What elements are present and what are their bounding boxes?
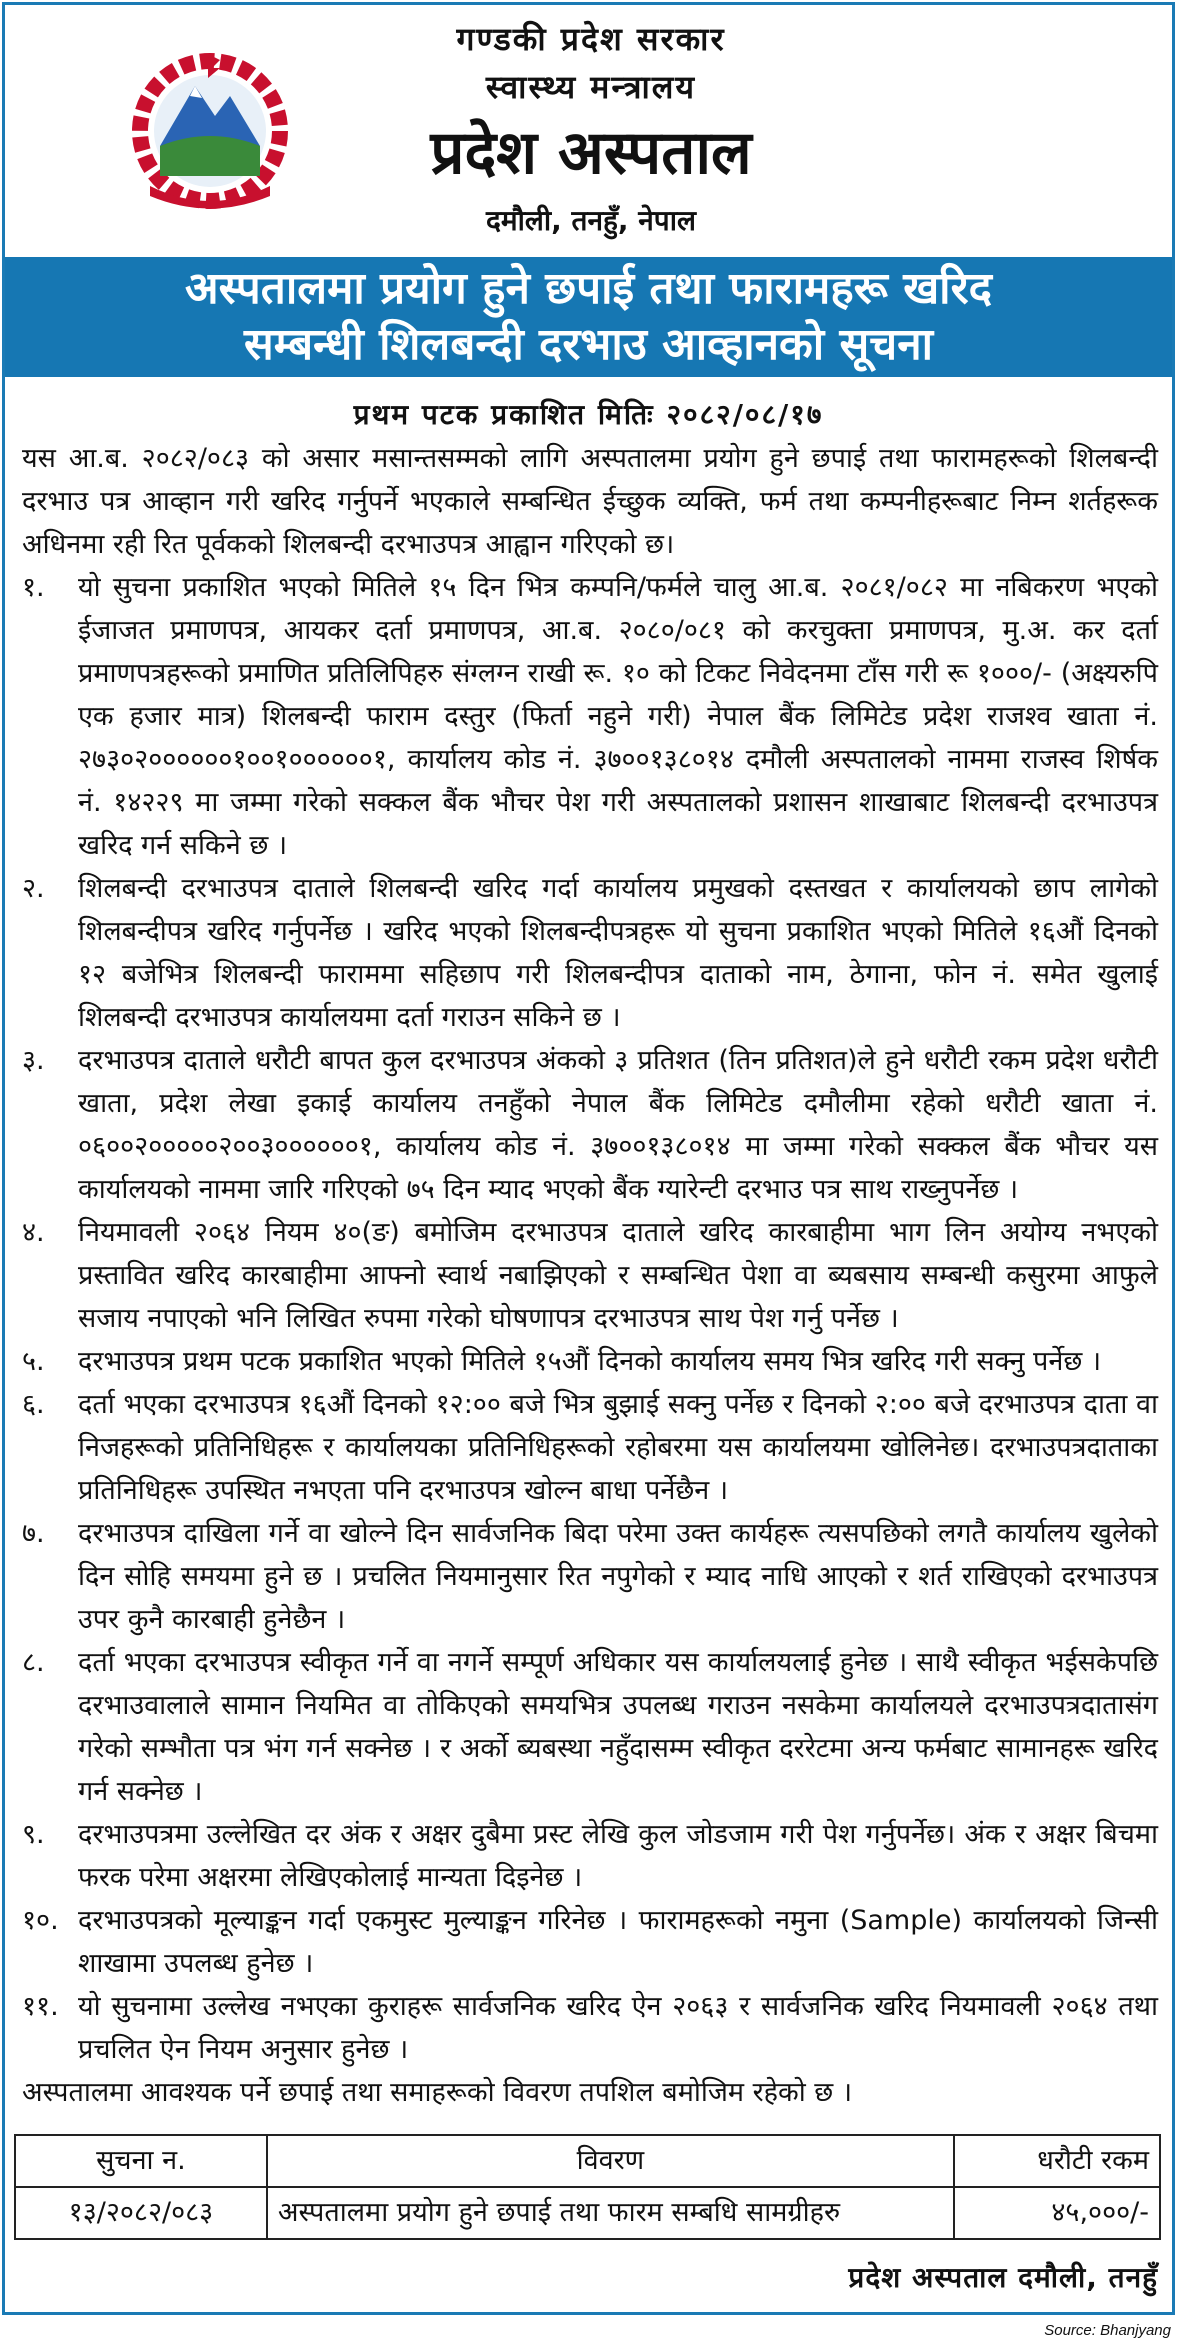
closing-paragraph: अस्पतालमा आवश्यक पर्ने छपाई तथा समाहरूको विवरण तपशिल बमोजिम रहेको छ । [22,2077,853,2108]
condition-text: दरभाउपत्र दाखिला गर्ने वा खोल्ने दिन सार्वजनिक बिदा परेमा उक्त कार्यहरू त्यसपछिको लगतै कार्यालय खुलेको दिन सोहि समयमा हुने छ । प्रचलित नियमानुसार रित नपुगेको र म्याद नाधि आएको र शर्त राखिएको दरभाउपत्र उपर कुनै कारबाही हुनेछैन । [78,1518,1158,1635]
condition-number: १. [22,572,45,603]
condition-text: दरभाउपत्रको मूल्याङ्कन गर्दा एकमुस्ट मुल्याङ्कन गरिनेछ । फारामहरूको नमुना (Sample) कार्यालयको जिन्सी शाखामा उपलब्ध हुनेछ । [78,1905,1158,1979]
condition-number: १०. [22,1905,59,1936]
condition-text: दर्ता भएका दरभाउपत्र स्वीकृत गर्ने वा नगर्ने सम्पूर्ण अधिकार यस कार्यालयलाई हुनेछ । साथै स्वीकृत भईसकेपछि दरभाउवालाले सामान नियमित वा तोकिएको समयभित्र उपलब्ध गराउन नसकेमा कार्यालयले दरभाउपत्रदातासंग गरेको सम्भौता पत्र भंग गर्न सक्नेछ । र अर्को ब्यबस्था नहुँदासम्म स्वीकृत दररेटमा अन्य फर्मबाट सामानहरू खरिद गर्न सक्नेछ । [78,1647,1158,1807]
condition-text: यो सुचना प्रकाशित भएको मितिले १५ दिन भित्र कम्पनि/फर्मले चालु आ.ब. २०८१/०८२ मा नबिकरण भएको ईजाजत प्रमाणपत्र, आयकर दर्ता प्रमाणपत्र, आ.ब. २०८०/०८१ को करचुक्ता प्रमाणपत्र, मु.अ. कर दर्ता प्रमाणपत्रहरूको प्रमाणित प्रतिलिपिहरु संग्लग्न राखी रू. १० को टिकट निवेदनमा टाँस गरी रू १०००/- (अक्ष्यरुपि एक हजार मात्र) शिलबन्दी फाराम दस्तुर (फिर्ता नहुने गरी) नेपाल बैंक लिमिटेड प्रदेश राजश्व खाता नं. २७३०२००००००१००१००००००१, कार्यालय कोड नं. ३७००१३८०१४ दमौली अस्पतालको नाममा राजस्व शिर्षक नं. १४२२९ मा जम्मा गरेको सक्कल बैंक भौचर पेश गरी अस्पतालको प्रशासन शाखाबाट शिलबन्दी दरभाउपत्र खरिद गर्न सकिने छ । [78,572,1158,861]
condition-number: ११. [22,1991,59,2022]
conditions-list [22,566,1158,2071]
condition-number: २. [22,873,45,904]
notice-title-banner [5,257,1172,377]
table-header-row [15,2135,1160,2187]
condition-item [22,1641,1158,1813]
condition-number: ९. [22,1819,45,1850]
condition-item [22,1211,1158,1340]
condition-text: दर्ता भएका दरभाउपत्र १६औं दिनको १२:०० बजे भित्र बुझाई सक्नु पर्नेछ र दिनको २:०० बजे दरभाउपत्र दाता वा निजहरूको प्रतिनिधिहरू र कार्यालयका प्रतिनिधिहरूको रहोबरमा यस कार्यालयमा खोलिनेछ। दरभाउपत्रदाताका प्रतिनिधिहरू उपस्थित नभएता पनि दरभाउपत्र खोल्न बाधा पर्नेछैन । [78,1389,1158,1506]
office-name: प्रदेश अस्पताल [430,118,752,188]
notice-header [5,5,1172,257]
published-date: प्रथम पटक प्रकाशित मितिः २०८२/०८/१७ [353,398,824,431]
ministry-name: स्वास्थ्य मन्त्रालय [485,68,697,106]
col-description: विवरण [267,2135,954,2187]
condition-number: ४. [22,1217,45,1248]
col-notice-no: सुचना न. [15,2135,267,2187]
condition-text: नियमावली २०६४ नियम ४०(ङ) बमोजिम दरभाउपत्र दाताले खरिद कारबाहीमा भाग लिन अयोग्य नभएको प्रस्तावित खरिद कारबाहीमा आफ्नो स्वार्थ नबाझिएको र सम्बन्धित पेशा वा ब्यबसाय सम्बन्धी कसुरमा आफुले सजाय नपाएको भनि लिखित रुपमा गरेको घोषणापत्र दरभाउपत्र साथ पेश गर्नु पर्नेछ । [78,1217,1158,1334]
source-credit: Source: Bhanjyang [1044,2322,1171,2339]
condition-text: शिलबन्दी दरभाउपत्र दाताले शिलबन्दी खरिद गर्दा कार्यालय प्रमुखको दस्तखत र कार्यालयको छाप लागेको शिलबन्दीपत्र खरिद गर्नुपर्नेछ । खरिद भएको शिलबन्दीपत्रहरू यो सुचना प्रकाशित भएको मितिले १६औं दिनको १२ बजेभित्र शिलबन्दी फाराममा सहिछाप गरी शिलबन्दीपत्र दाताको नाम, ठेगाना, फोन नं. समेत खुलाई शिलबन्दी दरभाउपत्र कार्यालयमा दर्ता गराउन सकिने छ । [78,873,1158,1033]
nepal-emblem-icon [120,46,300,216]
condition-text: यो सुचनामा उल्लेख नभएका कुराहरू सार्वजनिक खरिद ऐन २०६३ र सार्वजनिक खरिद नियमावली २०६४ तथा प्रचलित ऐन नियम अनुसार हुनेछ । [78,1991,1158,2065]
government-name: गण्डकी प्रदेश सरकार [456,20,726,58]
condition-number: ३. [22,1045,45,1076]
notice-title-line1: अस्पतालमा प्रयोग हुने छपाई तथा फारामहरू खरिद [185,263,992,314]
notice-title-line2: सम्बन्धी शिलबन्दी दरभाउ आव्हानको सूचना [243,319,934,370]
cell-deposit-amount: ४५,०००/- [954,2187,1160,2239]
condition-number: ५. [22,1346,45,1377]
condition-item [22,1383,1158,1512]
notice-border [2,2,1175,2315]
condition-item [22,1039,1158,1211]
condition-text: दरभाउपत्र प्रथम पटक प्रकाशित भएको मितिले १५औं दिनको कार्यालय समय भित्र खरिद गरी सक्नु पर्नेछ । [78,1346,1102,1377]
cell-description: अस्पतालमा प्रयोग हुने छपाई तथा फारम सम्बधि सामग्रीहरु [267,2187,954,2239]
condition-number: ८. [22,1647,45,1678]
intro-paragraph: यस आ.ब. २०८२/०८३ को असार मसान्तसम्मको लागि अस्पतालमा प्रयोग हुने छपाई तथा फारामहरूको शिलबन्दी दरभाउ पत्र आव्हान गरी खरिद गर्नुपर्ने भएकाले सम्बन्धित ईच्छुक व्यक्ति, फर्म तथा कम्पनीहरूबाट निम्न शर्तहरूक अधिनमा रही रित पूर्वकको शिलबन्दी दरभाउपत्र आह्वान गरिएको छ। [22,443,1158,560]
condition-item [22,1512,1158,1641]
condition-item [22,867,1158,1039]
condition-item [22,1985,1158,2071]
table-row [15,2187,1160,2239]
condition-text: दरभाउपत्रमा उल्लेखित दर अंक र अक्षर दुबैमा प्रस्ट लेखि कुल जोडजाम गरी पेश गर्नुपर्नेछ। अंक र अक्षर बिचमा फरक परेमा अक्षरमा लेखिएकोलाई मान्यता दिइनेछ । [78,1819,1158,1893]
condition-item [22,566,1158,867]
notice-body [5,437,1172,2114]
signature: प्रदेश अस्पताल दमौली, तनहुँ [848,2261,1158,2294]
condition-item [22,1899,1158,1985]
condition-item [22,1813,1158,1899]
condition-item [22,1340,1158,1383]
schedule-table [14,2134,1161,2240]
condition-text: दरभाउपत्र दाताले धरौटी बापत कुल दरभाउपत्र अंकको ३ प्रतिशत (तिन प्रतिशत)ले हुने धरौटी रकम प्रदेश धरौटी खाता, प्रदेश लेखा इकाई कार्यालय तनहुँको नेपाल बैंक लिमिटेड दमौलीमा रहेको धरौटी खाता नं. ०६००२०००००२००३००००००१, कार्यालय कोड नं. ३७००१३८०१४ मा जम्मा गरेको सक्कल बैंक भौचर यस कार्यालयको नाममा जारि गरिएको ७५ दिन म्याद भएको बैंक ग्यारेन्टी दरभाउ पत्र साथ राख्नुपर्नेछ । [78,1045,1158,1205]
condition-number: ७. [22,1518,45,1549]
col-deposit-amount: धरौटी रकम [954,2135,1160,2187]
office-address: दमौली, तनहुँ, नेपाल [486,204,696,237]
condition-number: ६. [22,1389,45,1420]
cell-notice-no: १३/२०८२/०८३ [15,2187,267,2239]
